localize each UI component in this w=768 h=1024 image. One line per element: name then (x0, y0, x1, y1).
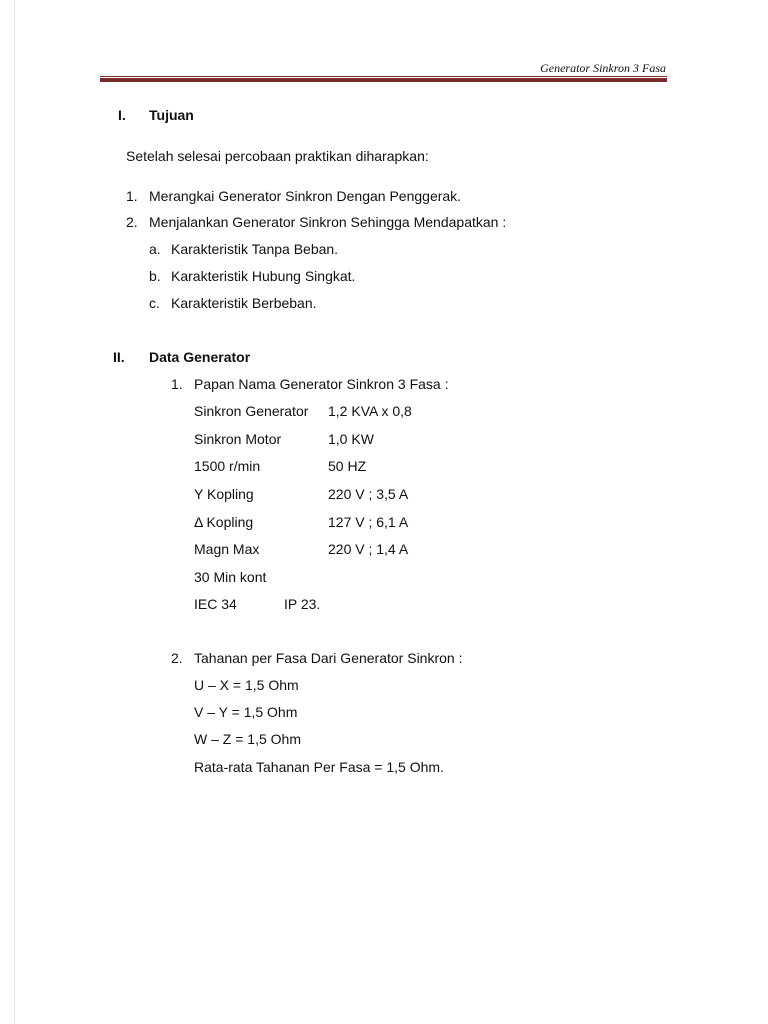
subitem-letter: c. (149, 295, 160, 311)
subitem-text: Karakteristik Berbeban. (171, 295, 317, 311)
section1-title: Tujuan (149, 107, 194, 123)
page-edge (14, 0, 15, 1024)
section2-number: II. (113, 349, 125, 365)
nameplate-value: 220 V ; 1,4 A (328, 541, 409, 557)
section2-title: Data Generator (149, 349, 251, 365)
section1-number: I. (118, 107, 126, 123)
header-rule-thin (100, 76, 667, 77)
resistance-average: Rata-rata Tahanan Per Fasa = 1,5 Ohm. (194, 759, 444, 775)
resistance-line: U – X = 1,5 Ohm (194, 677, 299, 693)
nameplate-value: 127 V ; 6,1 A (328, 514, 409, 530)
nameplate-value: 220 V ; 3,5 A (328, 486, 409, 502)
resistance-line: W – Z = 1,5 Ohm (194, 731, 301, 747)
objective-number: 2. (126, 214, 138, 230)
nameplate-label: Δ Kopling (194, 514, 254, 530)
header-rule-thick (100, 78, 667, 82)
nameplate-value: 50 HZ (328, 458, 367, 474)
subitem-letter: a. (149, 241, 161, 257)
objective-text: Menjalankan Generator Sinkron Sehingga Mendapatkan : (149, 214, 507, 230)
iec-standard: IEC 34 (194, 596, 237, 612)
ip-rating: IP 23. (284, 596, 321, 612)
nameplate-label: Magn Max (194, 541, 260, 557)
nameplate-label: Sinkron Generator (194, 403, 309, 419)
nameplate-label: Y Kopling (194, 486, 254, 502)
nameplate-label: 30 Min kont (194, 569, 267, 585)
running-header: Generator Sinkron 3 Fasa (540, 61, 666, 75)
nameplate-value: 1,2 KVA x 0,8 (328, 403, 412, 419)
subitem-text: Karakteristik Hubung Singkat. (171, 268, 356, 284)
objective-text: Merangkai Generator Sinkron Dengan Penggerak. (149, 188, 462, 204)
resistance-heading: Tahanan per Fasa Dari Generator Sinkron : (194, 650, 463, 666)
data-item-number: 2. (171, 650, 183, 666)
data-item-number: 1. (171, 376, 183, 392)
nameplate-value: 1,0 KW (328, 431, 374, 447)
nameplate-label: 1500 r/min (194, 458, 261, 474)
nameplate-heading: Papan Nama Generator Sinkron 3 Fasa : (194, 376, 449, 392)
objective-number: 1. (126, 188, 138, 204)
nameplate-label: Sinkron Motor (194, 431, 282, 447)
resistance-line: V – Y = 1,5 Ohm (194, 704, 298, 720)
subitem-letter: b. (149, 268, 161, 284)
subitem-text: Karakteristik Tanpa Beban. (171, 241, 339, 257)
section1-intro: Setelah selesai percobaan praktikan diharapkan: (126, 148, 429, 164)
